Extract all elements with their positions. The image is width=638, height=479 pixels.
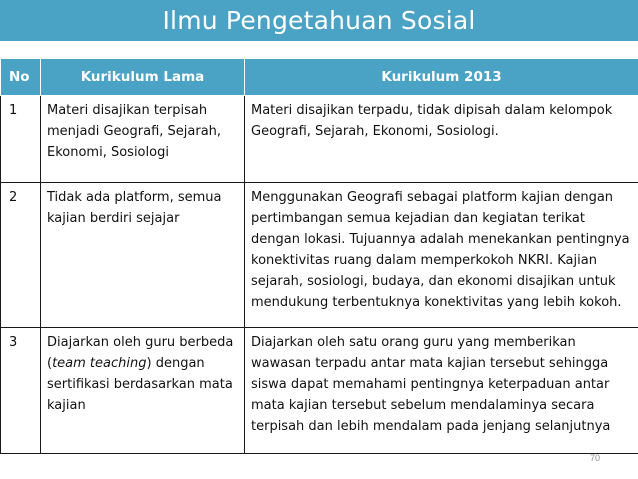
cell-kurikulum-lama — [41, 328, 245, 454]
cell-text-after: ) dengan sertifikasi berdasarkan mata kajian — [47, 356, 233, 413]
header-kurikulum-2013: Kurikulum 2013 — [245, 59, 638, 96]
cell-kurikulum-2013: Diajarkan oleh satu orang guru yang memberikan wawasan terpadu antar mata kajian tersebut sehingga siswa dapat memahami pentingnya keterpaduan antar mata kajian tersebut sebelum mendalaminya secara terpisah dan lebih mendalam pada jenjang selanjutnya — [245, 328, 638, 454]
header-kurikulum-lama: Kurikulum Lama — [41, 59, 245, 96]
table-header-row — [1, 59, 638, 96]
row-number: 1 — [1, 96, 41, 183]
table-row — [1, 328, 638, 454]
cell-text-italic: team teaching — [52, 356, 147, 371]
row-number: 3 — [1, 328, 41, 454]
row-number: 2 — [1, 183, 41, 328]
cell-kurikulum-2013: Menggunakan Geografi sebagai platform kajian dengan pertimbangan semua kejadian dan kegiatan terikat dengan lokasi. Tujuannya adalah menekankan pentingnya konektivitas ruang dalam memperkokoh NKRI. Kajian sejarah, sosiologi, budaya, dan ekonomi disajikan untuk mendukung terbentuknya konektivitas yang lebih kokoh. — [245, 183, 638, 328]
header-no: No — [1, 59, 41, 96]
page-title: Ilmu Pengetahuan Sosial — [162, 6, 476, 35]
table-row — [1, 183, 638, 328]
table-row — [1, 96, 638, 183]
page-number: 70 — [589, 453, 600, 463]
cell-kurikulum-lama: Tidak ada platform, semua kajian berdiri sejajar — [41, 183, 245, 328]
title-bar — [0, 0, 638, 41]
comparison-table — [0, 58, 638, 454]
cell-text-before: Diajarkan oleh guru berbeda ( — [47, 335, 234, 371]
cell-kurikulum-2013: Materi disajikan terpadu, tidak dipisah dalam kelompok Geografi, Sejarah, Ekonomi, Sosiologi. — [245, 96, 638, 183]
cell-kurikulum-lama: Materi disajikan terpisah menjadi Geografi, Sejarah, Ekonomi, Sosiologi — [41, 96, 245, 183]
